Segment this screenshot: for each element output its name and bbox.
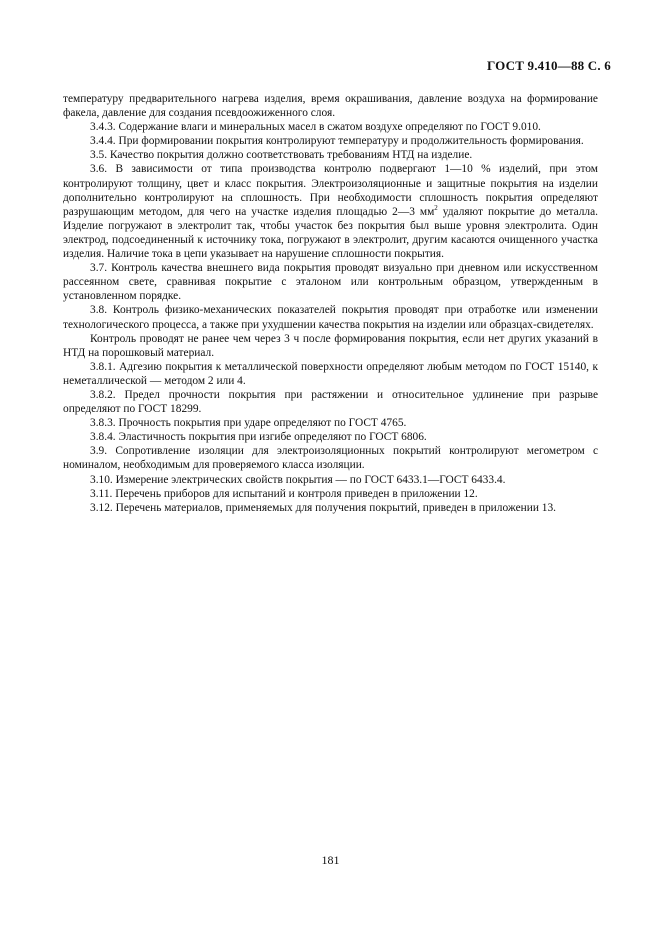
paragraph-3-10: 3.10. Измерение электрических свойств покрытия — по ГОСТ 6433.1—ГОСТ 6433.4. xyxy=(90,473,506,486)
paragraph-3-8-4: 3.8.4. Эластичность покрытия при изгибе определяют по ГОСТ 6806. xyxy=(90,431,427,444)
paragraph-3-4-3: 3.4.3. Содержание влаги и минеральных масел в сжатом воздухе определяют по ГОСТ 9.010. xyxy=(90,121,541,134)
paragraph-3-12: 3.12. Перечень материалов, применяемых для получения покрытий, приведен в приложении 13. xyxy=(90,501,557,514)
paragraph-3-7: 3.7. Контроль качества внешнего вида покрытия проводят визуально при дневном или искусственном рассеянном свете, сравнивая покрытие с эталоном или контрольным образцом, утвержденным в установленном порядке. xyxy=(63,262,598,303)
page-number: 181 xyxy=(321,853,340,867)
paragraph-3-11: 3.11. Перечень приборов для испытаний и контроля приведен в приложении 12. xyxy=(90,487,478,500)
paragraph-3-8-1: 3.8.1. Адгезию покрытия к металлической поверхности определяют любым методом по ГОСТ 15140, к неметаллической — методом 2 или 4. xyxy=(63,360,598,387)
paragraph-3-8-3: 3.8.3. Прочность покрытия при ударе определяют по ГОСТ 4765. xyxy=(90,417,407,430)
paragraph-3-9: 3.9. Сопротивление изоляции для электроизоляционных покрытий контролируют мегометром с номиналом, необходимым для проверяемого класса изоляции. xyxy=(63,445,598,472)
paragraph-continuation: температуру предварительного нагрева изделия, время окрашивания, давление воздуха на формирование факела, давление для создания псевдоожиженного слоя. xyxy=(63,93,598,120)
paragraph-3-6-text-after: удаляют покрытие до металла. Изделие погружают в электролит так, чтобы участок без покрытия был выше уровня электролита. Один электрод, подсоединенный к источнику тока, погружают в электролит, другим касаются очищенного участка изделия. Наличие тока в цепи указывает на нарушение сплошности покрытия. xyxy=(63,205,598,261)
paragraph-3-6-text-before: 3.6. В зависимости от типа производства контролю подвергают 1—10 % изделий, при этом контролируют толщину, цвет и класс покрытия. Электроизоляционные и защитные покрытия на изделии дополнительно контролируют на сплошность. При необходимости сплошность покрытия определяют разрушающим методом, для чего на участке изделия площадью 2—3 мм xyxy=(63,163,598,218)
paragraph-3-6 xyxy=(63,162,598,261)
paragraph-3-5: 3.5. Качество покрытия должно соответствовать требованиям НТД на изделие. xyxy=(90,149,473,162)
paragraph-3-8-2: 3.8.2. Предел прочности покрытия при растяжении и относительное удлинение при разрыве определяют по ГОСТ 18299. xyxy=(63,388,598,416)
paragraph-3-8-note: Контроль проводят не ранее чем через 3 ч после формирования покрытия, если нет других указаний в НТД на порошковый материал. xyxy=(63,332,598,359)
document-header: ГОСТ 9.410—88 С. 6 xyxy=(486,58,611,73)
paragraph-3-4-4: 3.4.4. При формировании покрытия контролируют температуру и продолжительность формирования. xyxy=(90,135,584,148)
document-body xyxy=(63,92,598,515)
paragraph-3-8: 3.8. Контроль физико-механических показателей покрытия проводят при отработке или изменении технологического процесса, а также при ухудшении качества покрытия на изделии или образцах-свидетелях. xyxy=(63,304,598,331)
superscript-square: 2 xyxy=(434,203,438,212)
